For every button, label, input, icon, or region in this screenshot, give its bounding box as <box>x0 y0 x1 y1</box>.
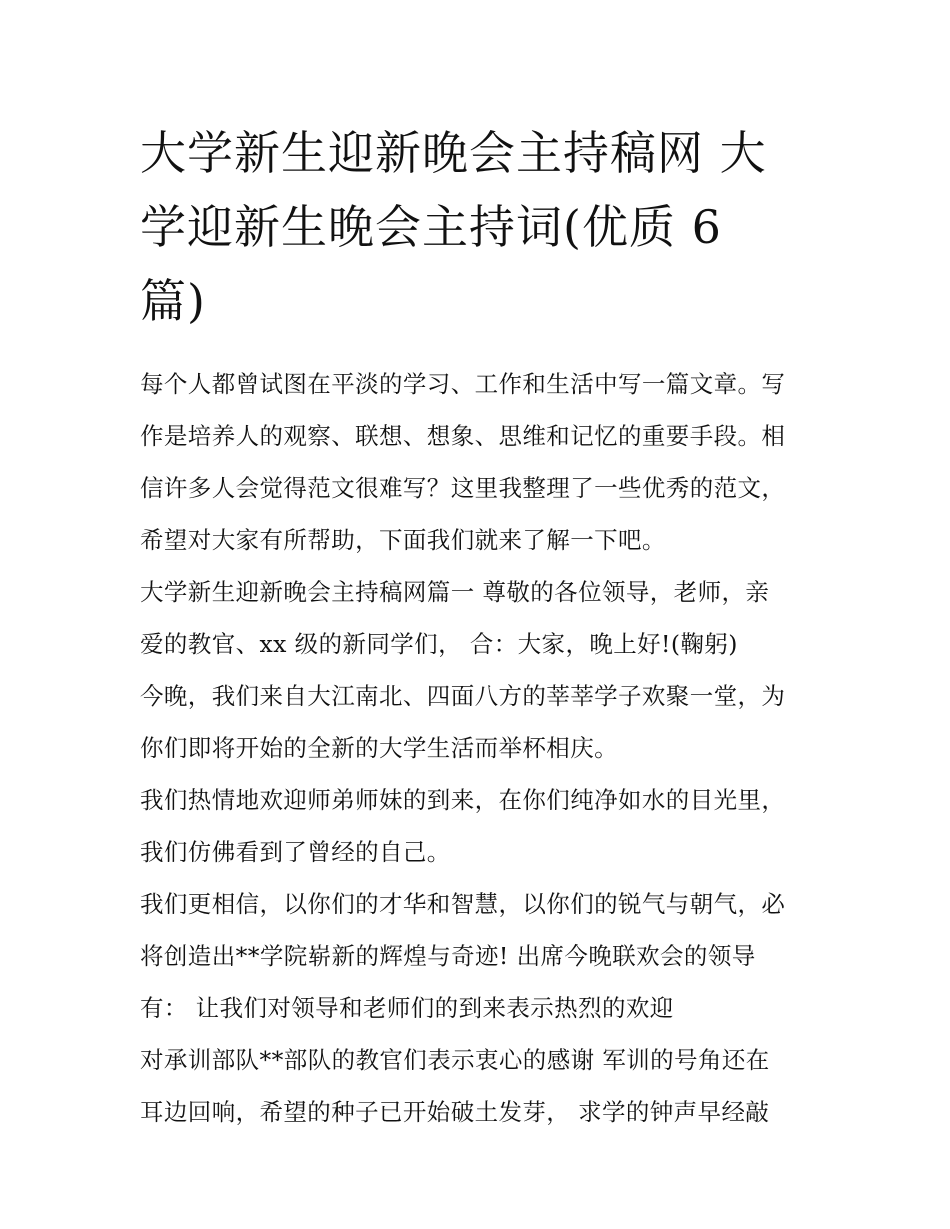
title-line-1: 大学新生迎新晚会主持稿网 大 <box>140 126 767 180</box>
body-line: 对承训部队**部队的教官们表示衷心的感谢 军训的号角还在 <box>140 1046 770 1074</box>
body-line: 希望对大家有所帮助，下面我们就来了解一下吧。 <box>140 526 666 554</box>
body-line: 每个人都曾试图在平淡的学习、工作和生活中写一篇文章。写 <box>140 370 786 398</box>
body-line: 大学新生迎新晚会主持稿网篇一 尊敬的各位领导，老师，亲 <box>140 578 770 606</box>
body-line: 你们即将开始的全新的大学生活而举杯相庆。 <box>140 734 618 762</box>
title-line-3: 篇) <box>140 274 206 328</box>
body-line: 信许多人会觉得范文很难写？这里我整理了一些优秀的范文， <box>140 474 786 502</box>
body-line: 我们更相信，以你们的才华和智慧，以你们的锐气与朝气，必 <box>140 890 786 918</box>
body-line: 将创造出**学院崭新的辉煌与奇迹! 出席今晚联欢会的领导 <box>140 942 756 970</box>
document-title <box>140 116 820 338</box>
body-line: 作是培养人的观察、联想、想象、思维和记忆的重要手段。相 <box>140 422 786 450</box>
body-line: 我们热情地欢迎师弟师妹的到来，在你们纯净如水的目光里， <box>140 786 786 814</box>
title-line-2: 学迎新生晚会主持词(优质 6 <box>140 200 722 254</box>
document-body <box>140 358 820 1138</box>
body-line: 我们仿佛看到了曾经的自己。 <box>140 838 451 866</box>
body-line: 爱的教官、xx 级的新同学们， 合：大家，晚上好!(鞠躬) <box>140 630 738 658</box>
body-line: 有： 让我们对领导和老师们的到来表示热烈的欢迎 <box>140 994 674 1022</box>
body-line: 今晚，我们来自大江南北、四面八方的莘莘学子欢聚一堂，为 <box>140 682 786 710</box>
body-line: 耳边回响，希望的种子已开始破土发芽， 求学的钟声早经敲 <box>140 1098 770 1126</box>
